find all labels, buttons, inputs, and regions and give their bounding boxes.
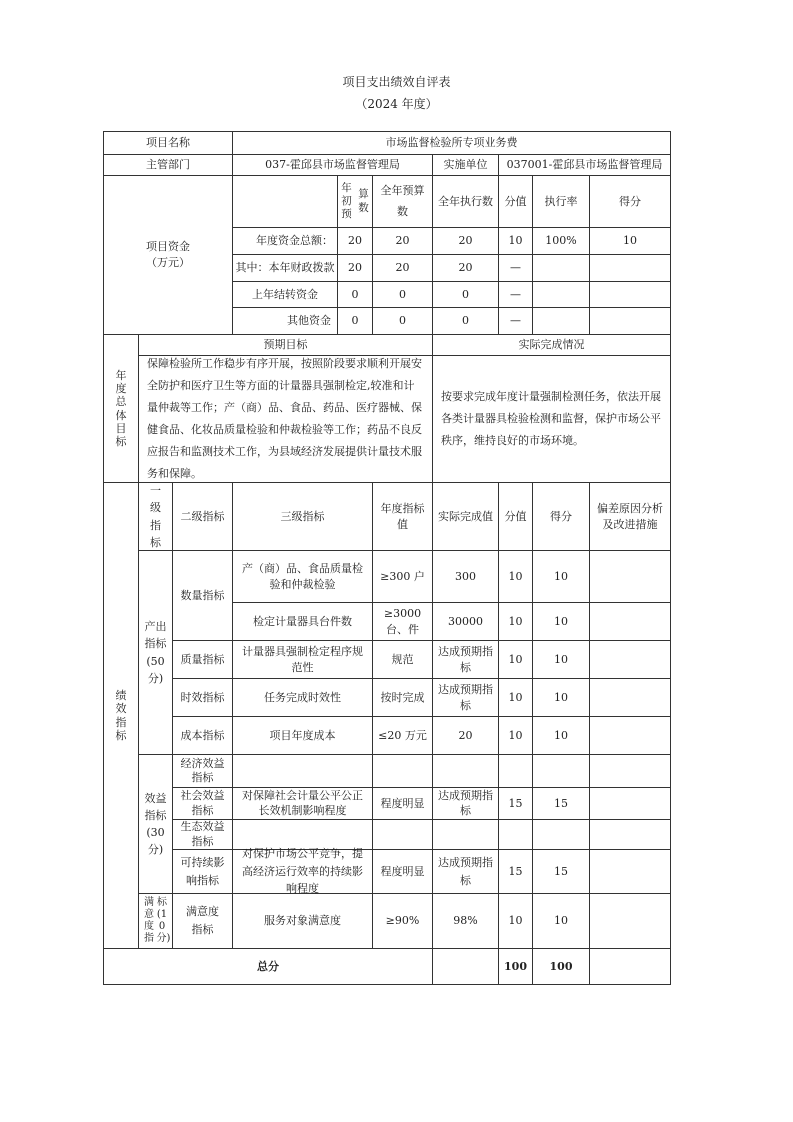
perf-row-quality-dev — [590, 641, 670, 678]
perf-row-quality-sv: 10 — [508, 652, 523, 666]
perf-row-sustainable-annual: 程度明显 — [380, 864, 425, 878]
funds-row-carryover-score-value: — — [510, 287, 521, 301]
funds-row-total-score: 10 — [623, 234, 637, 248]
perf-row-social-actual: 达成预期指标 — [438, 789, 493, 817]
perf-row-cost-actual: 20 — [458, 728, 473, 742]
goals-actual-header: 实际完成情况 — [518, 338, 585, 352]
funds-row-total-score-value: 10 — [508, 234, 523, 248]
perf-row-quality-annual: 规范 — [391, 652, 414, 666]
perf-header-level2: 二级指标 — [180, 509, 225, 523]
funds-row-total-rate: 100% — [545, 234, 577, 248]
perf-row-cost-dev — [590, 717, 670, 754]
goals-label — [104, 335, 138, 482]
perf-row-timeliness-annual: 按时完成 — [380, 690, 425, 704]
perf-row-sustainable-actual: 达成预期指标 — [438, 855, 493, 887]
page-subtitle-year: （2024 年度） — [355, 97, 438, 111]
total-label: 总分 — [257, 959, 279, 973]
funds-row-other-executed: 0 — [462, 314, 469, 328]
unit-label: 实施单位 — [443, 158, 488, 172]
funds-row-other-label: 其他资金 — [287, 314, 331, 328]
funds-row-other-score — [590, 308, 670, 334]
funds-row-total-label: 年度资金总额： — [256, 234, 333, 248]
perf-row-social-l2: 社会效益指标 — [180, 789, 225, 817]
perf-row-sustainable-sv: 15 — [508, 864, 523, 878]
funds-label-text: 项目资金 — [146, 240, 190, 254]
perf-row-timeliness-l3: 任务完成时效性 — [264, 690, 341, 704]
total-score-value: 100 — [504, 959, 527, 973]
perf-row-sustainable-l2: 可持续影响指标 — [180, 855, 225, 887]
funds-row-fiscal-rate — [533, 255, 589, 281]
funds-header-initial-2: 算数 — [358, 188, 369, 214]
funds-header-score: 得分 — [619, 194, 641, 208]
funds-row-total-initial: 20 — [348, 234, 362, 248]
funds-row-fiscal-score — [590, 255, 670, 281]
perf-row-social-annual: 程度明显 — [380, 796, 425, 810]
funds-row-total-executed: 20 — [458, 234, 473, 248]
funds-row-fiscal-executed: 20 — [458, 261, 473, 275]
funds-row-fiscal-initial: 20 — [348, 261, 362, 275]
perf-row-cost-sv: 10 — [508, 728, 523, 742]
funds-header-full-budget-2: 数 — [397, 204, 408, 218]
perf-output-label: 产出指标(50分) — [144, 620, 167, 685]
unit-value: 037001-霍邱县市场监督管理局 — [506, 158, 663, 172]
perf-row-social-sv: 15 — [508, 796, 523, 810]
funds-row-total-full: 20 — [395, 234, 410, 248]
perf-row-cost-score: 10 — [554, 728, 568, 742]
funds-row-carryover-full: 0 — [399, 287, 406, 301]
perf-row-quantity-l3: 产（商）品、食品质量检验和仲裁检验 — [242, 561, 363, 591]
perf-satisfaction-label-1: 满意度指 — [144, 897, 154, 944]
perf-row-quantity-annual: ≥300 户 — [380, 569, 425, 583]
goals-label-part-1: 年 — [115, 368, 127, 382]
perf-header-actual: 实际完成值 — [438, 509, 493, 523]
perf-row-sustainable-score: 15 — [554, 864, 568, 878]
perf-row-satisfaction-sv: 10 — [508, 914, 523, 928]
funds-header-initial-1: 年初预 — [341, 181, 352, 221]
funds-row-other-full: 0 — [399, 314, 406, 328]
perf-row-social-l3: 对保障社会计量公平公正长效机制影响程度 — [242, 789, 363, 817]
perf-row-timeliness-l2: 时效指标 — [180, 690, 225, 704]
funds-row-other-initial: 0 — [351, 314, 359, 328]
page-title: 项目支出绩效自评表 — [342, 75, 451, 89]
perf-header-score-value: 分值 — [504, 509, 527, 523]
total-score: 100 — [549, 959, 573, 973]
goals-actual-text: 按要求完成年度计量强制检测任务，依法开展各类计量器具检验检测和监督，保护市场公平秩序，维持良好的市场环境。 — [441, 390, 661, 447]
goals-expected-header: 预期目标 — [263, 338, 308, 352]
perf-satisfaction-label — [139, 894, 172, 948]
perf-benefit-label: 效益指标(30分) — [144, 791, 167, 857]
perf-row-quantity-l2: 数量指标 — [180, 588, 225, 602]
funds-header-score-value: 分值 — [504, 194, 527, 208]
perf-row-economic-l3 — [233, 755, 372, 787]
perf-row-cost-l3: 项目年度成本 — [269, 728, 336, 742]
perf-row-cost-annual: ≤20 万元 — [378, 728, 427, 742]
perf-row-satisfaction-annual: ≥90% — [385, 914, 420, 928]
perf-row-satisfaction-l2: 满意度指标 — [186, 905, 219, 936]
perf-row-social-score: 15 — [554, 796, 568, 810]
funds-row-other-rate — [533, 308, 589, 334]
perf-row-quality-score: 10 — [554, 652, 568, 666]
perf-row-devices-sv: 10 — [508, 614, 523, 628]
perf-row-devices-l3: 检定计量器具台件数 — [253, 614, 352, 628]
funds-row-carryover-initial: 0 — [351, 287, 359, 301]
perf-row-satisfaction-l3: 服务对象满意度 — [264, 914, 341, 928]
perf-row-economic-l2: 经济效益指标 — [180, 756, 225, 784]
goals-label-part-2: 度总体目标 — [115, 382, 127, 448]
funds-header-full-budget-1: 全年预算 — [380, 183, 425, 197]
goals-expected-text: 保障检验所工作稳步有序开展，按照阶段要求顺利开展安全防护和医疗卫生等方面的计量器具强制检定,较准和计量仲裁等工作；产（商）品、食品、药品、医疗器械、保健食品、化妆品质量检验和仲裁检验等工作；药品不良反应报告和监测技术工作，为县域经济发展提供计量技术服务和保障。 — [147, 357, 422, 480]
perf-row-quality-l3: 计量器具强制检定程序规范性 — [242, 644, 363, 674]
perf-header-score: 得分 — [550, 509, 572, 523]
funds-header-full-budget — [373, 176, 432, 227]
perf-row-ecological-l2: 生态效益指标 — [180, 820, 225, 848]
funds-row-fiscal-full: 20 — [395, 261, 410, 275]
perf-header-level1: 一级指标 — [150, 484, 161, 549]
funds-unit-text: （万元） — [146, 256, 190, 269]
funds-header-executed: 全年执行数 — [438, 194, 493, 208]
perf-row-timeliness-score: 10 — [554, 690, 568, 704]
perf-row-quality-l2: 质量指标 — [180, 652, 225, 666]
perf-row-devices-actual: 30000 — [448, 614, 483, 628]
perf-row-devices-score: 10 — [554, 614, 568, 628]
perf-header-deviation: 偏差原因分析及改进措施 — [597, 501, 663, 531]
perf-row-quantity-actual: 300 — [455, 569, 476, 583]
perf-header-level3: 三级指标 — [280, 509, 325, 523]
perf-row-devices-annual: ≥3000台、件 — [383, 606, 422, 636]
funds-row-fiscal-label: 其中：本年财政拨款 — [235, 261, 335, 275]
funds-label — [104, 176, 232, 334]
perf-row-cost-l2: 成本指标 — [180, 728, 225, 742]
perf-row-quality-actual: 达成预期指标 — [438, 644, 493, 674]
perf-row-timeliness-dev — [590, 679, 670, 716]
funds-row-carryover-executed: 0 — [462, 287, 469, 301]
project-name-value: 市场监督检验所专项业务费 — [385, 136, 518, 150]
perf-row-timeliness-sv: 10 — [508, 690, 523, 704]
perf-row-timeliness-actual: 达成预期指标 — [438, 682, 493, 712]
funds-row-fiscal-score-value: — — [510, 261, 521, 275]
funds-row-other-score-value: — — [510, 314, 521, 328]
funds-row-carryover-score — [590, 282, 670, 307]
project-name-label: 项目名称 — [146, 136, 190, 150]
perf-satisfaction-label-2: 标(10分) — [156, 897, 171, 944]
perf-row-devices-dev — [590, 603, 670, 640]
dept-value: 037-霍邱县市场监督管理局 — [265, 158, 400, 172]
dept-label: 主管部门 — [146, 158, 190, 172]
perf-label: 绩效指标 — [115, 689, 127, 742]
perf-row-quantity-score: 10 — [554, 569, 568, 583]
perf-row-quantity-dev — [590, 551, 670, 602]
funds-row-carryover-rate — [533, 282, 589, 307]
perf-row-satisfaction-actual: 98% — [453, 914, 478, 928]
perf-row-quantity-sv: 10 — [508, 569, 523, 583]
perf-row-satisfaction-score: 10 — [554, 914, 568, 928]
funds-row-carryover-label: 上年结转资金 — [252, 287, 318, 301]
funds-header-rate: 执行率 — [544, 194, 578, 208]
perf-header-annual: 年度指标值 — [380, 501, 425, 531]
perf-row-sustainable-l3: 对保护市场公平竞争，提高经济运行效率的持续影响程度 — [242, 847, 363, 896]
